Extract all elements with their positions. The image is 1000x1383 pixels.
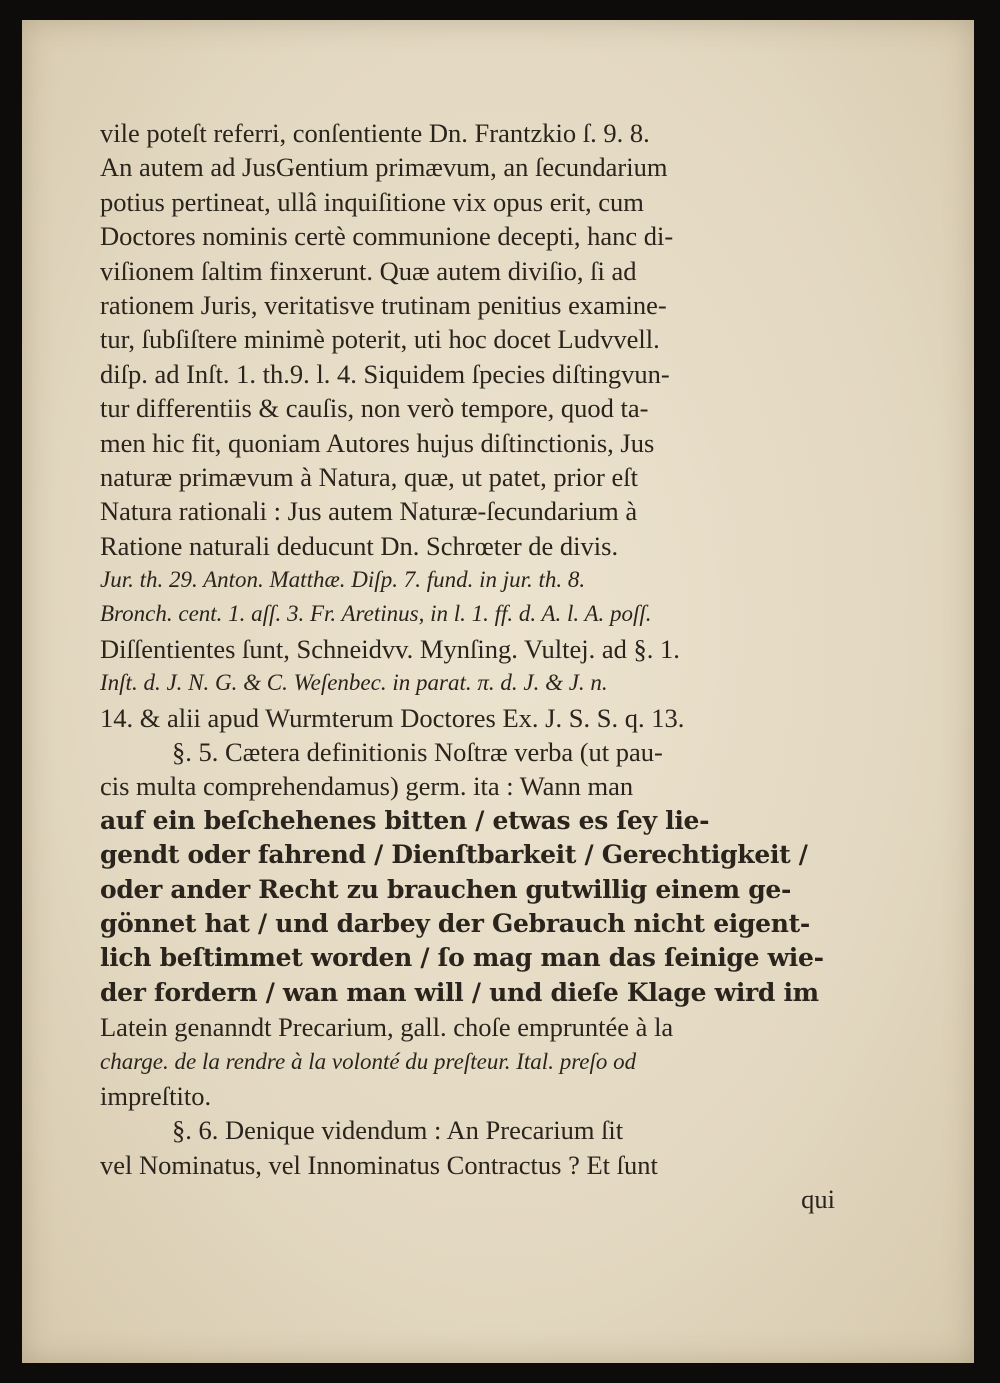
text-line-15: Bronch. cent. 1. aſſ. 3. Fr. Aretinus, in l. 1. ff. d. A. l. A. poſſ. xyxy=(100,601,652,627)
text-line-10: men hic fit, quoniam Autores hujus diſtinctionis, Jus xyxy=(100,427,655,458)
text-line-4: Doctores nominis certè communione decepti, hanc di- xyxy=(100,221,674,252)
text-line-6: rationem Juris, veritatisve trutinam penitius examine- xyxy=(100,289,667,320)
german-line-5: lich beſtimmet worden / ſo mag man das ſeinige wie- xyxy=(100,943,824,973)
text-line-17: Inſt. d. J. N. G. & C. Weſenbec. in parat. π. d. J. & J. n. xyxy=(100,670,608,696)
paragraph-5-start: §. 5. Cætera definitionis Noſtræ verba (ut pau- xyxy=(172,737,663,768)
german-line-4: gönnet hat / und darbey der Gebrauch nicht eigent- xyxy=(100,908,810,938)
text-line-5: viſionem ſaltim finxerunt. Quæ autem diviſio, ſi ad xyxy=(100,255,637,286)
german-line-1: auf ein beſchehenes bitten / etwas es ſey lie- xyxy=(100,805,710,835)
text-line-7: tur, ſubſiſtere minimè poterit, uti hoc docet Ludvvell. xyxy=(100,324,660,355)
text-line-29: impreſtito. xyxy=(100,1080,212,1111)
text-line-18: 14. & alii apud Wurmterum Doctores Ex. J. S. S. q. 13. xyxy=(100,702,685,733)
text-line-31: vel Nominatus, vel Innominatus Contractus ? Et ſunt xyxy=(100,1149,658,1180)
page-text xyxy=(100,116,835,1217)
text-line-11: naturæ primævum à Natura, quæ, ut patet, prior eſt xyxy=(100,461,638,492)
book-page xyxy=(22,20,974,1363)
text-line-16: Diſſentientes ſunt, Schneidvv. Mynſing. Vultej. ad §. 1. xyxy=(100,633,680,664)
text-line-14: Jur. th. 29. Anton. Matthæ. Diſp. 7. fund. in jur. th. 8. xyxy=(100,567,586,593)
text-line-9: tur differentiis & cauſis, non verò tempore, quod ta- xyxy=(100,393,649,424)
text-line-12: Natura rationali : Jus autem Naturæ-ſecundarium à xyxy=(100,496,638,527)
text-line-2: An autem ad JusGentium primævum, an ſecundarium xyxy=(100,152,668,183)
catchword: qui xyxy=(801,1184,835,1215)
german-line-2: gendt oder fahrend / Dienſtbarkeit / Gerechtigkeit / xyxy=(100,840,808,870)
text-line-20: cis multa comprehendamus) germ. ita : Wann man xyxy=(100,771,634,802)
text-line-27: Latein genanndt Precarium, gall. choſe empruntée à la xyxy=(100,1012,674,1043)
text-line-13: Ratione naturali deducunt Dn. Schrœter de divis. xyxy=(100,530,619,561)
german-line-6: der fordern / wan man will / und dieſe Klage wird im xyxy=(100,977,819,1007)
text-line-8: diſp. ad Inſt. 1. th.9. l. 4. Siquidem ſpecies diſtingvun- xyxy=(100,358,670,389)
text-line-1: vile poteſt referri, conſentiente Dn. Frantzkio ſ. 9. 8. xyxy=(100,118,650,148)
german-line-3: oder ander Recht zu brauchen gutwillig einem ge- xyxy=(100,874,792,904)
paragraph-6-start: §. 6. Denique videndum : An Precarium ſit xyxy=(172,1115,624,1146)
text-line-28: charge. de la rendre à la volonté du preſteur. Ital. preſo od xyxy=(100,1048,637,1074)
text-line-3: potius pertineat, ullâ inquiſitione vix opus erit, cum xyxy=(100,186,644,217)
